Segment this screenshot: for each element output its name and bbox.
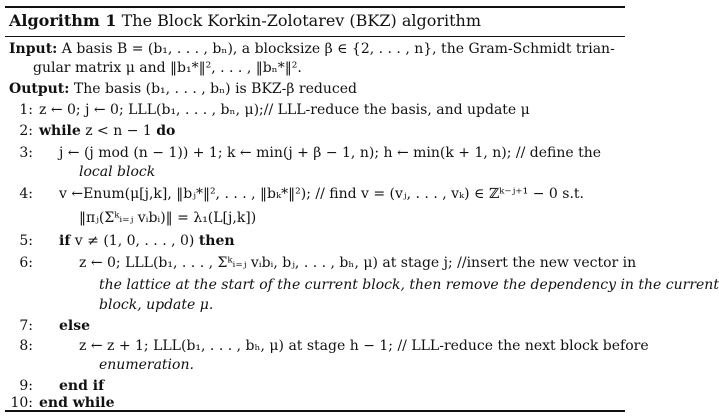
step-text: j ← (j mod (n − 1)) + 1; k ← min(j + β − 1, n); h ← min(k + 1, n); // define the <box>59 145 602 161</box>
title-rule <box>5 36 625 37</box>
do-keyword: do <box>156 123 176 139</box>
step-7 <box>5 317 90 336</box>
input-line <box>9 40 615 59</box>
end-while-keyword: end while <box>39 395 115 411</box>
algorithm-box <box>5 6 719 412</box>
step-number: 2: <box>19 123 33 139</box>
input-keyword: Input: <box>9 41 58 57</box>
step-4-continuation: ‖πⱼ(Σᵏᵢ₌ⱼ vᵢbᵢ)‖ = λ₁(L[j,k]) <box>79 210 257 226</box>
step-3-continuation: local block <box>79 164 156 180</box>
if-keyword: if <box>59 233 71 249</box>
algorithm-title <box>9 11 481 30</box>
step-6-continuation: the lattice at the start of the current block, then remove the dependency in the current <box>99 277 719 293</box>
input-text-1: A basis B = (b₁, . . . , bₙ), a blocksize β ∈ {2, . . . , n}, the Gram-Schmidt trian- <box>61 41 615 57</box>
step-2 <box>5 122 175 141</box>
end-if-keyword: end if <box>59 378 105 394</box>
step-1 <box>5 101 530 120</box>
step-number: 4: <box>19 186 33 202</box>
step-number: 10: <box>10 395 33 411</box>
output-text: The basis (b₁, . . . , bₙ) is BKZ-β reduced <box>73 81 357 97</box>
else-keyword: else <box>59 318 91 334</box>
step-text: v ←Enum(μ[j,k], ‖bⱼ*‖², . . . , ‖bₖ*‖²); // find v = (vⱼ, . . . , vₖ) ∈ ℤᵏ⁻ʲ⁺¹ − 0 s.t. <box>59 186 584 202</box>
step-6-continuation-2: block, update μ. <box>99 297 214 313</box>
step-text: z ← 0; j ← 0; LLL(b₁, . . . , bₙ, μ);// LLL-reduce the basis, and update μ <box>39 102 530 118</box>
output-line <box>9 80 357 99</box>
algorithm-label: Algorithm 1 <box>9 11 117 30</box>
top-rule <box>5 6 625 8</box>
step-8 <box>5 337 649 356</box>
step-number: 5: <box>19 233 33 249</box>
step-text: v ≠ (1, 0, . . . , 0) <box>70 233 199 249</box>
output-keyword: Output: <box>9 81 70 97</box>
step-4 <box>5 185 584 204</box>
step-text: z ← 0; LLL(b₁, . . . , Σᵏᵢ₌ⱼ vᵢbᵢ, bⱼ, . . . , bₕ, μ) at stage j; //insert the new vector in <box>79 255 637 271</box>
while-keyword: while <box>39 123 81 139</box>
step-number: 7: <box>19 318 33 334</box>
algorithm-name: The Block Korkin-Zolotarev (BKZ) algorithm <box>121 11 482 30</box>
step-5 <box>5 232 235 251</box>
step-6 <box>5 254 636 273</box>
step-number: 1: <box>19 102 33 118</box>
step-text: z ← z + 1; LLL(b₁, . . . , bₕ, μ) at stage h − 1; // LLL-reduce the next block before <box>79 338 649 354</box>
then-keyword: then <box>198 233 235 249</box>
step-text: z < n − 1 <box>80 123 157 139</box>
step-number: 8: <box>19 338 33 354</box>
step-8-continuation: enumeration. <box>99 357 194 373</box>
step-number: 6: <box>19 255 33 271</box>
step-3 <box>5 144 601 163</box>
bottom-rule <box>5 410 625 412</box>
step-number: 9: <box>19 378 33 394</box>
step-number: 3: <box>19 145 33 161</box>
input-continuation: gular matrix μ and ‖b₁*‖², . . . , ‖bₙ*‖². <box>33 60 302 76</box>
